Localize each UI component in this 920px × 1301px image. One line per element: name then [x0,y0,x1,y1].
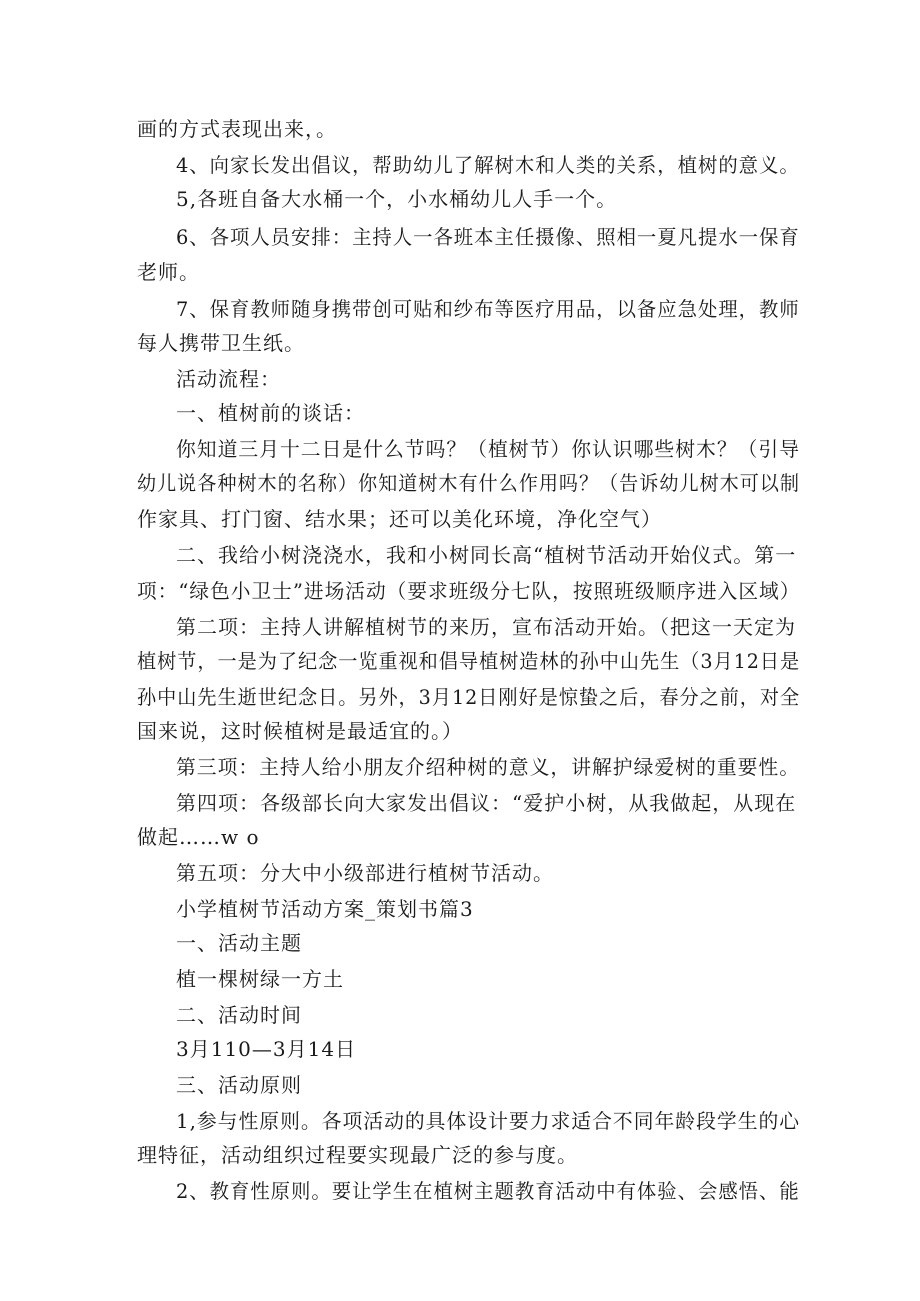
paragraph-line: 项：“绿色小卫士”进场活动（要求班级分七队，按照班级顺序进入区域） [137,579,801,603]
paragraph-line: 老师。 [137,260,200,284]
paragraph-line: 1,参与性原则。各项活动的具体设计要力求适合不同年龄段学生的心 [176,1109,801,1133]
paragraph-line: 第五项：分大中小级部进行植树节活动。 [176,861,554,885]
paragraph-line: 你知道三月十二日是什么节吗？（植树节）你认识哪些树木？（引导 [176,437,801,461]
paragraph-line: 植树节，一是为了纪念一览重视和倡导植树造林的孙中山先生（3月12日是 [137,649,801,673]
article-title: 小学植树节活动方案_策划书篇3 [176,897,474,921]
paragraph-line: 二、我给小树浇浇水，我和小树同长高“植树节活动开始仪式。第一 [176,543,797,567]
paragraph-line: 幼儿说各种树木的名称）你知道树木有什么作用吗？（告诉幼儿树木可以制 [137,471,800,495]
paragraph-line: 第四项：各级部长向大家发出倡议：“爱护小树，从我做起，从现在 [176,791,797,815]
paragraph-line: 6、各项人员安排：主持人一各班本主任摄像、照相一夏凡提水一保育 [176,225,800,249]
paragraph-line: 国来说，这时候植树是最适宜的。） [137,719,463,743]
paragraph-line: 理特征，活动组织过程要实现最广泛的参与度。 [137,1143,578,1167]
paragraph-line: 第三项：主持人给小朋友介绍种树的意义，讲解护绿爱树的重要性。 [176,755,801,779]
paragraph-line: 植一棵树绿一方土 [176,967,344,991]
paragraph-line: 第二项：主持人讲解植树节的来历，宣布活动开始。（把这一天定为 [176,615,796,639]
paragraph-line: 做起……w o [137,825,260,849]
paragraph-line: 7、保育教师随身携带创可贴和纱布等医疗用品，以备应急处理，教师 [176,297,800,321]
section-heading: 一、植树前的谈话： [176,401,365,425]
paragraph-line: 每人携带卫生纸。 [137,331,305,355]
paragraph-line: 4、向家长发出倡议，帮助幼儿了解树木和人类的关系，植树的意义。 [176,153,800,177]
section-heading: 活动流程： [176,367,281,391]
section-heading: 二、活动时间 [176,1003,302,1027]
paragraph-line: 3月110—3月14日 [176,1037,357,1061]
section-heading: 三、活动原则 [176,1073,302,1097]
paragraph-line: 2、教育性原则。要让学生在植树主题教育活动中有体验、会感悟、能 [176,1179,800,1203]
section-heading: 一、活动主题 [176,931,302,955]
paragraph-line: 5,各班自备大水桶一个，小水桶幼儿人手一个。 [176,187,618,211]
paragraph-line: 孙中山先生逝世纪念日。另外，3月12日刚好是惊蛰之后，春分之前，对全 [137,685,801,709]
paragraph-line: 画的方式表现出来，。 [137,117,337,141]
paragraph-line: 作家具、打门窗、结水果；还可以美化环境，净化空气） [137,507,662,531]
